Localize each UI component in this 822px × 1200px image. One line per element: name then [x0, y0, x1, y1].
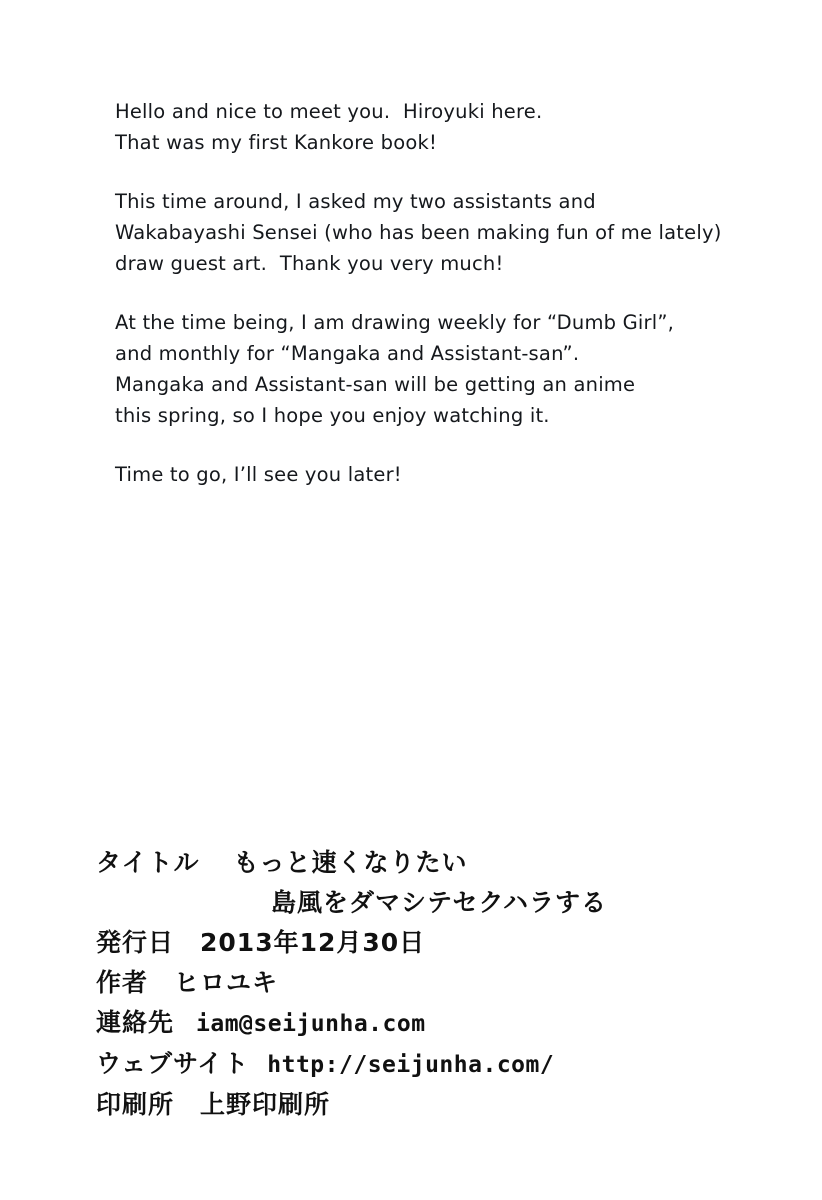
colophon-value: 2013年12月30日: [200, 928, 426, 957]
colophon-value-email[interactable]: iam@seijunha.com: [196, 1011, 426, 1037]
colophon-value: 上野印刷所: [200, 1090, 331, 1119]
colophon-label: 発行日: [96, 928, 175, 957]
colophon-value: ヒロユキ: [174, 968, 279, 997]
afterword-line: Time to go, I’ll see you later!: [115, 463, 402, 486]
colophon-label: 連絡先: [96, 1008, 175, 1037]
afterword-line: Wakabayashi Sensei (who has been making fun of me lately): [115, 221, 722, 244]
afterword-line: Mangaka and Assistant-san will be getting an anime: [115, 373, 636, 396]
colophon-label: 印刷所: [96, 1090, 175, 1119]
afterword-text-block: [115, 96, 775, 490]
afterword-line: That was my first Kankore book!: [115, 131, 437, 154]
colophon-row-printer: [96, 1087, 796, 1123]
afterword-paragraph: [115, 186, 775, 279]
colophon-row-date: [96, 925, 796, 961]
colophon-value-url[interactable]: http://seijunha.com/: [267, 1052, 555, 1078]
colophon-row-website: [96, 1046, 796, 1083]
afterword-paragraph: [115, 307, 775, 431]
colophon-row-title: [96, 845, 796, 881]
afterword-paragraph: [115, 459, 775, 490]
afterword-paragraph: [115, 96, 775, 158]
afterword-line: At the time being, I am drawing weekly for “Dumb Girl”,: [115, 311, 675, 334]
colophon-label: タイトル: [96, 848, 200, 877]
afterword-line: Hello and nice to meet you. Hiroyuki here.: [115, 100, 543, 123]
colophon-label: 作者: [96, 968, 149, 997]
afterword-line: draw guest art. Thank you very much!: [115, 252, 504, 275]
colophon-row-title-second: [96, 885, 796, 921]
colophon-block: [96, 845, 796, 1127]
afterword-line: and monthly for “Mangaka and Assistant-san”.: [115, 342, 580, 365]
afterword-line: This time around, I asked my two assistants and: [115, 190, 596, 213]
colophon-row-contact: [96, 1005, 796, 1042]
afterword-line: this spring, so I hope you enjoy watching it.: [115, 404, 550, 427]
colophon-value: 島風をダマシテセクハラする: [271, 888, 608, 917]
colophon-row-author: [96, 965, 796, 1001]
colophon-label: ウェブサイト: [96, 1049, 250, 1078]
colophon-value: もっと速くなりたい: [233, 848, 468, 877]
